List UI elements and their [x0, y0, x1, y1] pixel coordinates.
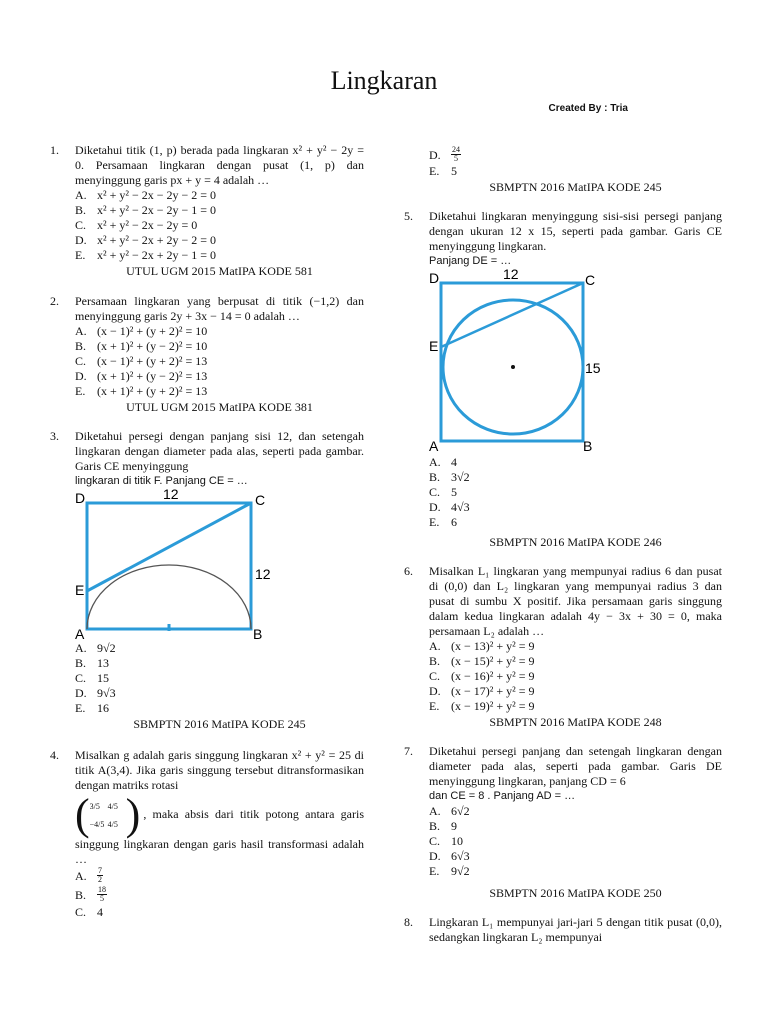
option-b: B. (x + 1)² + (y − 2)² = 10 [75, 339, 208, 353]
option-a: A. (x − 13)² + y² = 9 [429, 639, 535, 653]
label-a: A [75, 626, 85, 641]
option-c: C. 15 [75, 671, 109, 685]
question-5 [404, 209, 722, 550]
question-text: Misalkan g adalah garis singgung lingkaran x² + y² = 25 di titik A(3,4). Jika garis singgung tersebut ditransformasikan dengan matriks rotasi [75, 748, 364, 792]
options-list [75, 867, 364, 920]
label-side-length: 15 [585, 360, 601, 376]
question-text-continued: lingkaran di titik F. Panjang CE = … [75, 475, 248, 487]
option-a: A. 9√2 [75, 641, 116, 655]
question-source: UTUL UGM 2015 MatIPA KODE 381 [126, 400, 313, 414]
label-d: D [429, 270, 440, 286]
option-a: A. (x − 1)² + (y + 2)² = 10 [75, 324, 208, 338]
rotation-matrix: ( 3/5 4/5 −4/5 4/5 ) [75, 790, 141, 839]
question-1 [50, 143, 364, 279]
author-credit: Created By : Tria [548, 103, 628, 114]
option-a: A. x² + y² − 2x − 2y − 2 = 0 [75, 188, 217, 202]
circle-center [511, 365, 515, 369]
right-column [404, 146, 722, 945]
question-4 [50, 748, 364, 920]
question-8 [404, 915, 722, 945]
option-a: A. 4 [429, 455, 457, 469]
question-text-after: , maka absis dari titik potong antara garis singgung lingkaran dengan garis hasil transformasi adalah … [75, 806, 364, 866]
label-c: C [585, 272, 596, 288]
label-e: E [75, 582, 85, 598]
option-c: C. 5 [429, 485, 457, 499]
rectangle-circle-figure [429, 269, 605, 455]
option-e: E. 9√2 [429, 864, 470, 878]
options-list [75, 324, 364, 399]
label-side-length: 12 [255, 566, 271, 582]
question-number: 2. [50, 294, 59, 308]
option-c: C. 10 [429, 834, 463, 848]
question-source: SBMPTN 2016 MatIPA KODE 246 [489, 535, 662, 549]
option-d: D. 6√3 [429, 849, 470, 863]
question-text-continued: Panjang DE = … [429, 255, 512, 267]
question-text: Diketahui lingkaran menyinggung sisi-sisi persegi panjang dengan ukuran 12 x 15, seperti pada gambar. Garis CE menyinggung lingkaran. [429, 209, 722, 253]
question-source: SBMPTN 2016 MatIPA KODE 245 [133, 717, 306, 731]
rectangle-outline [441, 283, 583, 441]
option-d: D. x² + y² − 2x + 2y − 2 = 0 [75, 233, 217, 247]
question-text-continued: dan CE = 8 . Panjang AD = … [429, 790, 576, 802]
option-b: B. 9 [429, 819, 457, 833]
option-b: B. x² + y² − 2x − 2y − 1 = 0 [75, 203, 217, 217]
question-text: Persamaan lingkaran yang berpusat di titik (−1,2) dan menyinggung garis 2y + 3x − 14 = 0 adalah … [75, 294, 364, 323]
question-source: UTUL UGM 2015 MatIPA KODE 581 [126, 264, 313, 278]
option-e: E. 6 [429, 515, 457, 529]
question-source: SBMPTN 2016 MatIPA KODE 250 [489, 886, 662, 900]
semicircle-arc [87, 565, 251, 629]
options-list [75, 641, 364, 716]
label-d: D [75, 490, 86, 506]
option-a: A. 6√2 [429, 804, 470, 818]
option-d: D. (x + 1)² + (y − 2)² = 13 [75, 369, 208, 383]
rotation-matrix-line [75, 790, 364, 867]
option-d: D. 4√3 [429, 500, 470, 514]
options-list [75, 188, 364, 263]
question-6 [404, 564, 722, 730]
question-7 [404, 744, 722, 901]
option-b: B. 3√2 [429, 470, 470, 484]
option-e: E. 5 [429, 164, 457, 178]
option-a: A. $\frac{7}{2}$ [75, 866, 102, 884]
square-outline [87, 503, 251, 629]
option-e: E. (x − 19)² + y² = 9 [429, 699, 535, 713]
label-e: E [429, 338, 439, 354]
question-number: 7. [404, 744, 413, 758]
options-list [429, 804, 722, 879]
option-c: C. x² + y² − 2x − 2y = 0 [75, 218, 198, 232]
question-number: 6. [404, 564, 413, 578]
option-d: D. (x − 17)² + y² = 9 [429, 684, 535, 698]
left-column [50, 143, 364, 920]
option-e: E. (x + 1)² + (y + 2)² = 13 [75, 384, 208, 398]
option-c: C. 4 [75, 905, 103, 919]
option-c: C. (x − 1)² + (y + 2)² = 13 [75, 354, 208, 368]
question-number: 4. [50, 748, 59, 762]
question-source: SBMPTN 2016 MatIPA KODE 245 [489, 180, 662, 194]
question-number: 3. [50, 429, 59, 443]
question-text: Diketahui persegi dengan panjang sisi 12, dan setengah lingkaran dengan diameter pada alas, seperti pada gambar. Garis CE menyinggung [75, 429, 364, 473]
square-semicircle-figure [75, 489, 275, 641]
question-number: 8. [404, 915, 413, 929]
label-top-length: 12 [503, 269, 519, 282]
question-3 [50, 429, 364, 732]
options-list [429, 146, 722, 179]
option-b: B. (x − 15)² + y² = 9 [429, 654, 535, 668]
tangent-line-ce [441, 283, 583, 347]
question-number: 1. [50, 143, 59, 157]
question-text: Diketahui titik (1, p) berada pada lingkaran x² + y² − 2y = 0. Persamaan lingkaran dengan pusat (1, p) dan menyinggung garis px + y = 4 adalah … [75, 143, 364, 187]
option-b: B. 13 [75, 656, 109, 670]
question-text: Lingkaran L₁ mempunyai jari-jari 5 dengan titik pusat (0,0), sedangkan lingkaran L₂ mempunyai [429, 915, 722, 944]
label-b: B [583, 438, 593, 454]
matrix-a: 3/5 [89, 801, 100, 811]
question-text: Misalkan L₁ lingkaran yang mempunyai radius 6 dan pusat di (0,0) dan L₂ lingkaran yang mempunyai radius 3 dan pusat di sumbu X positif. Jika persamaan garis singgung dalam kedua lingkaran adalah 4y − 3x + 30 = 0, maka persamaan L₂ adalah … [429, 564, 722, 638]
question-text: Diketahui persegi panjang dan setengah lingkaran dengan diameter pada alas, seperti pada gambar. Garis DE menyinggung lingkaran, panjang CD = 6 [429, 744, 722, 788]
tangent-line-ce [87, 503, 251, 591]
option-d: D. 9√3 [75, 686, 116, 700]
question-4-continued [404, 146, 722, 195]
question-number: 5. [404, 209, 413, 223]
label-a: A [429, 438, 439, 454]
question-source: SBMPTN 2016 MatIPA KODE 248 [489, 715, 662, 729]
option-e: E. 16 [75, 701, 109, 715]
matrix-c: −4/5 [89, 819, 105, 829]
label-c: C [255, 492, 266, 508]
option-b: B. $\frac{18}{5}$ [75, 885, 106, 903]
matrix-d: 4/5 [107, 819, 118, 829]
label-b: B [253, 626, 263, 641]
option-d: D. $\frac{24}{5}$ [429, 145, 460, 163]
options-list [429, 455, 722, 530]
options-list [429, 639, 722, 714]
matrix-b: 4/5 [107, 801, 118, 811]
question-2 [50, 294, 364, 415]
page-title: Lingkaran [330, 66, 438, 95]
option-e: E. x² + y² − 2x + 2y − 1 = 0 [75, 248, 217, 262]
label-top-length: 12 [163, 489, 179, 502]
option-c: C. (x − 16)² + y² = 9 [429, 669, 535, 683]
